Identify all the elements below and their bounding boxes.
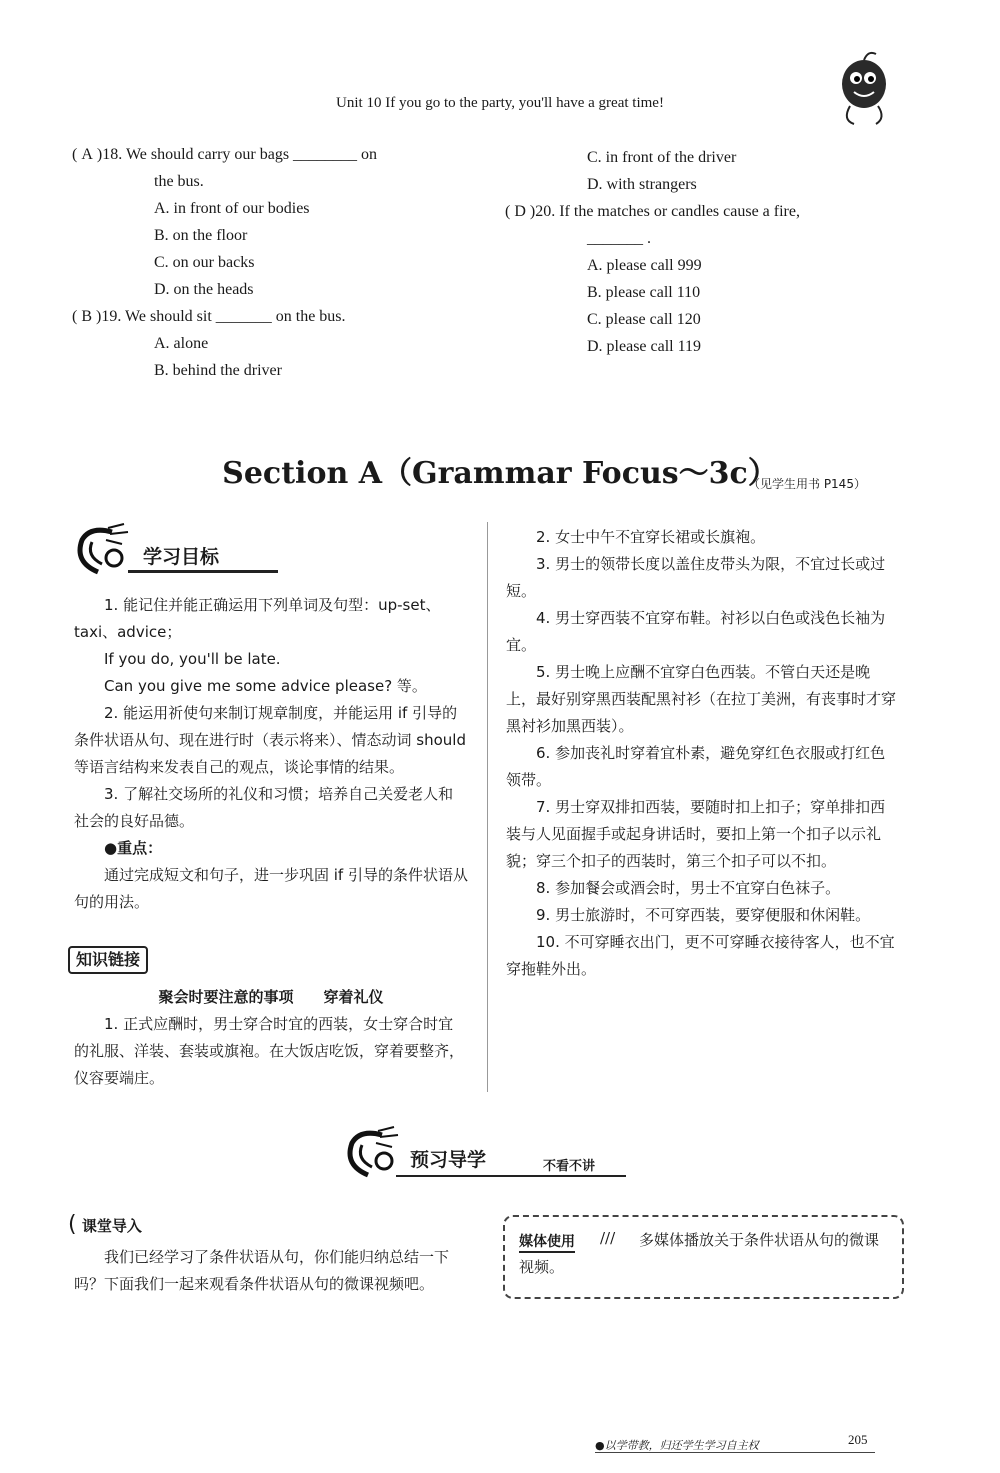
option: A. in front of our bodies bbox=[154, 200, 310, 217]
intro-text: 我们已经学习了条件状语从句，你们能归纳总结一下吗？下面我们一起来观看条件状语从句的微课视频吧。 bbox=[74, 1248, 450, 1293]
answer-18: A bbox=[81, 146, 93, 163]
goals-banner: 学习目标 bbox=[68, 522, 283, 580]
question-20: ( D )20. If the matches or candles cause a fire, bbox=[505, 203, 800, 220]
intro-label: ( 课堂导入 bbox=[68, 1212, 142, 1237]
section-ref: （见学生用书 P145） bbox=[748, 477, 866, 491]
option: B. behind the driver bbox=[154, 362, 282, 379]
questions-left: ( A )18. We should carry our bags ________ on the bus. A. in front of our bodies B. on the floor C. on our backs D. on the heads ( B )19. We should sit _______ on the bus. A. alone B. behind the driver bbox=[72, 141, 492, 384]
questions-right: C. in front of the driver D. with strangers ( D )20. If the matches or candles cause a fire, _______ . A. please call 999 B. please call 110 C. please call 120 D. please call 119 bbox=[505, 144, 905, 360]
option: B. on the floor bbox=[154, 227, 248, 244]
section-title: Section A（Grammar Focus～3c） bbox=[222, 456, 778, 491]
option: A. alone bbox=[154, 335, 209, 352]
question-19: ( B )19. We should sit _______ on the bus. bbox=[72, 308, 346, 325]
option: A. please call 999 bbox=[587, 257, 702, 274]
option: D. with strangers bbox=[587, 176, 697, 193]
page-number: 205 bbox=[848, 1432, 868, 1447]
column-divider bbox=[487, 522, 488, 1092]
answer-19: B bbox=[81, 308, 92, 325]
page-header: Unit 10 If you go to the party, you'll have a great time! bbox=[336, 95, 664, 111]
option: D. on the heads bbox=[154, 281, 254, 298]
key-label: ●重点： bbox=[104, 839, 163, 857]
answer-20: D bbox=[514, 203, 526, 220]
preview-banner: 预习导学 不看不讲 bbox=[338, 1125, 628, 1183]
footer-slogan: ●以学带教，归还学生学习自主权 bbox=[595, 1439, 759, 1452]
preview-sub: 不看不讲 bbox=[543, 1159, 596, 1174]
media-box: 媒体使用 /// 多媒体播放关于条件状语从句的微课视频。 bbox=[503, 1215, 904, 1299]
knowledge-heading: 聚会时要注意的事项 穿着礼仪 bbox=[158, 988, 384, 1006]
option: B. please call 110 bbox=[587, 284, 701, 301]
goals-content: 1. 能记住并能正确运用下列单词及句型：up-set、taxi、advice； If you do, you'll be late. Can you give me some advice please? 等。 2. 能运用祈使句来制订规章制度，并能运用 if 引导的条件状语从句、现在进行时（表示将来）、情态动词 should 等语言结构来发表自己的观点，谈论事情的结果。 3. 了解社交场所的礼仪和习惯；培养自己关爱老人和社会的良好品德。 ●重点： 通过完成短文和句子，进一步巩固 if 引导的条件状语从句的用法。 bbox=[74, 596, 468, 911]
option: C. in front of the driver bbox=[587, 149, 737, 166]
option: C. on our backs bbox=[154, 254, 255, 271]
knowledge-item-1: 1. 正式应酬时，男士穿合时宜的西装，女士穿合时宜的礼服、洋装、套装或旗袍。在大饭店吃饭，穿着要整齐，仪容要端庄。 bbox=[74, 1015, 465, 1087]
media-text: 多媒体播放关于条件状语从句的微课视频。 bbox=[519, 1231, 880, 1276]
knowledge-tag: 知识链接 bbox=[68, 946, 148, 974]
media-label: 媒体使用 bbox=[519, 1231, 575, 1253]
option: D. please call 119 bbox=[587, 338, 702, 355]
etiquette-list: 2. 女士中午不宜穿长裙或长旗袍。 3. 男士的领带长度以盖住皮带头为限，不宜过长或过短。 4. 男士穿西装不宜穿布鞋。衬衫以白色或浅色长袖为宜。 5. 男士晚上应酬不宜穿白色西装。不管白天还是晚上，最好别穿黑西装配黑衬衫（在拉丁美洲，有丧事时才穿黑衬衫加黑西装）。 6. 参加丧礼时穿着宜朴素，避免穿红色衣服或打红色领带。 7. 男士穿双排扣西装，要随时扣上扣子；穿单排扣西装与人见面握手或起身讲话时，要扣上第一个扣子以示礼貌；穿三个扣子的西装时，第三个扣子可以不扣。 8. 参加餐会或酒会时，男士不宜穿白色袜子。 9. 男士旅游时，不可穿西装，要穿便服和休闲鞋。 10. 不可穿睡衣出门，更不可穿睡衣接待客人，也不宜穿拖鞋外出。 bbox=[506, 528, 897, 978]
mascot-icon bbox=[828, 48, 898, 128]
question-18: ( A )18. We should carry our bags ________ on bbox=[72, 146, 378, 163]
option: C. please call 120 bbox=[587, 311, 701, 328]
